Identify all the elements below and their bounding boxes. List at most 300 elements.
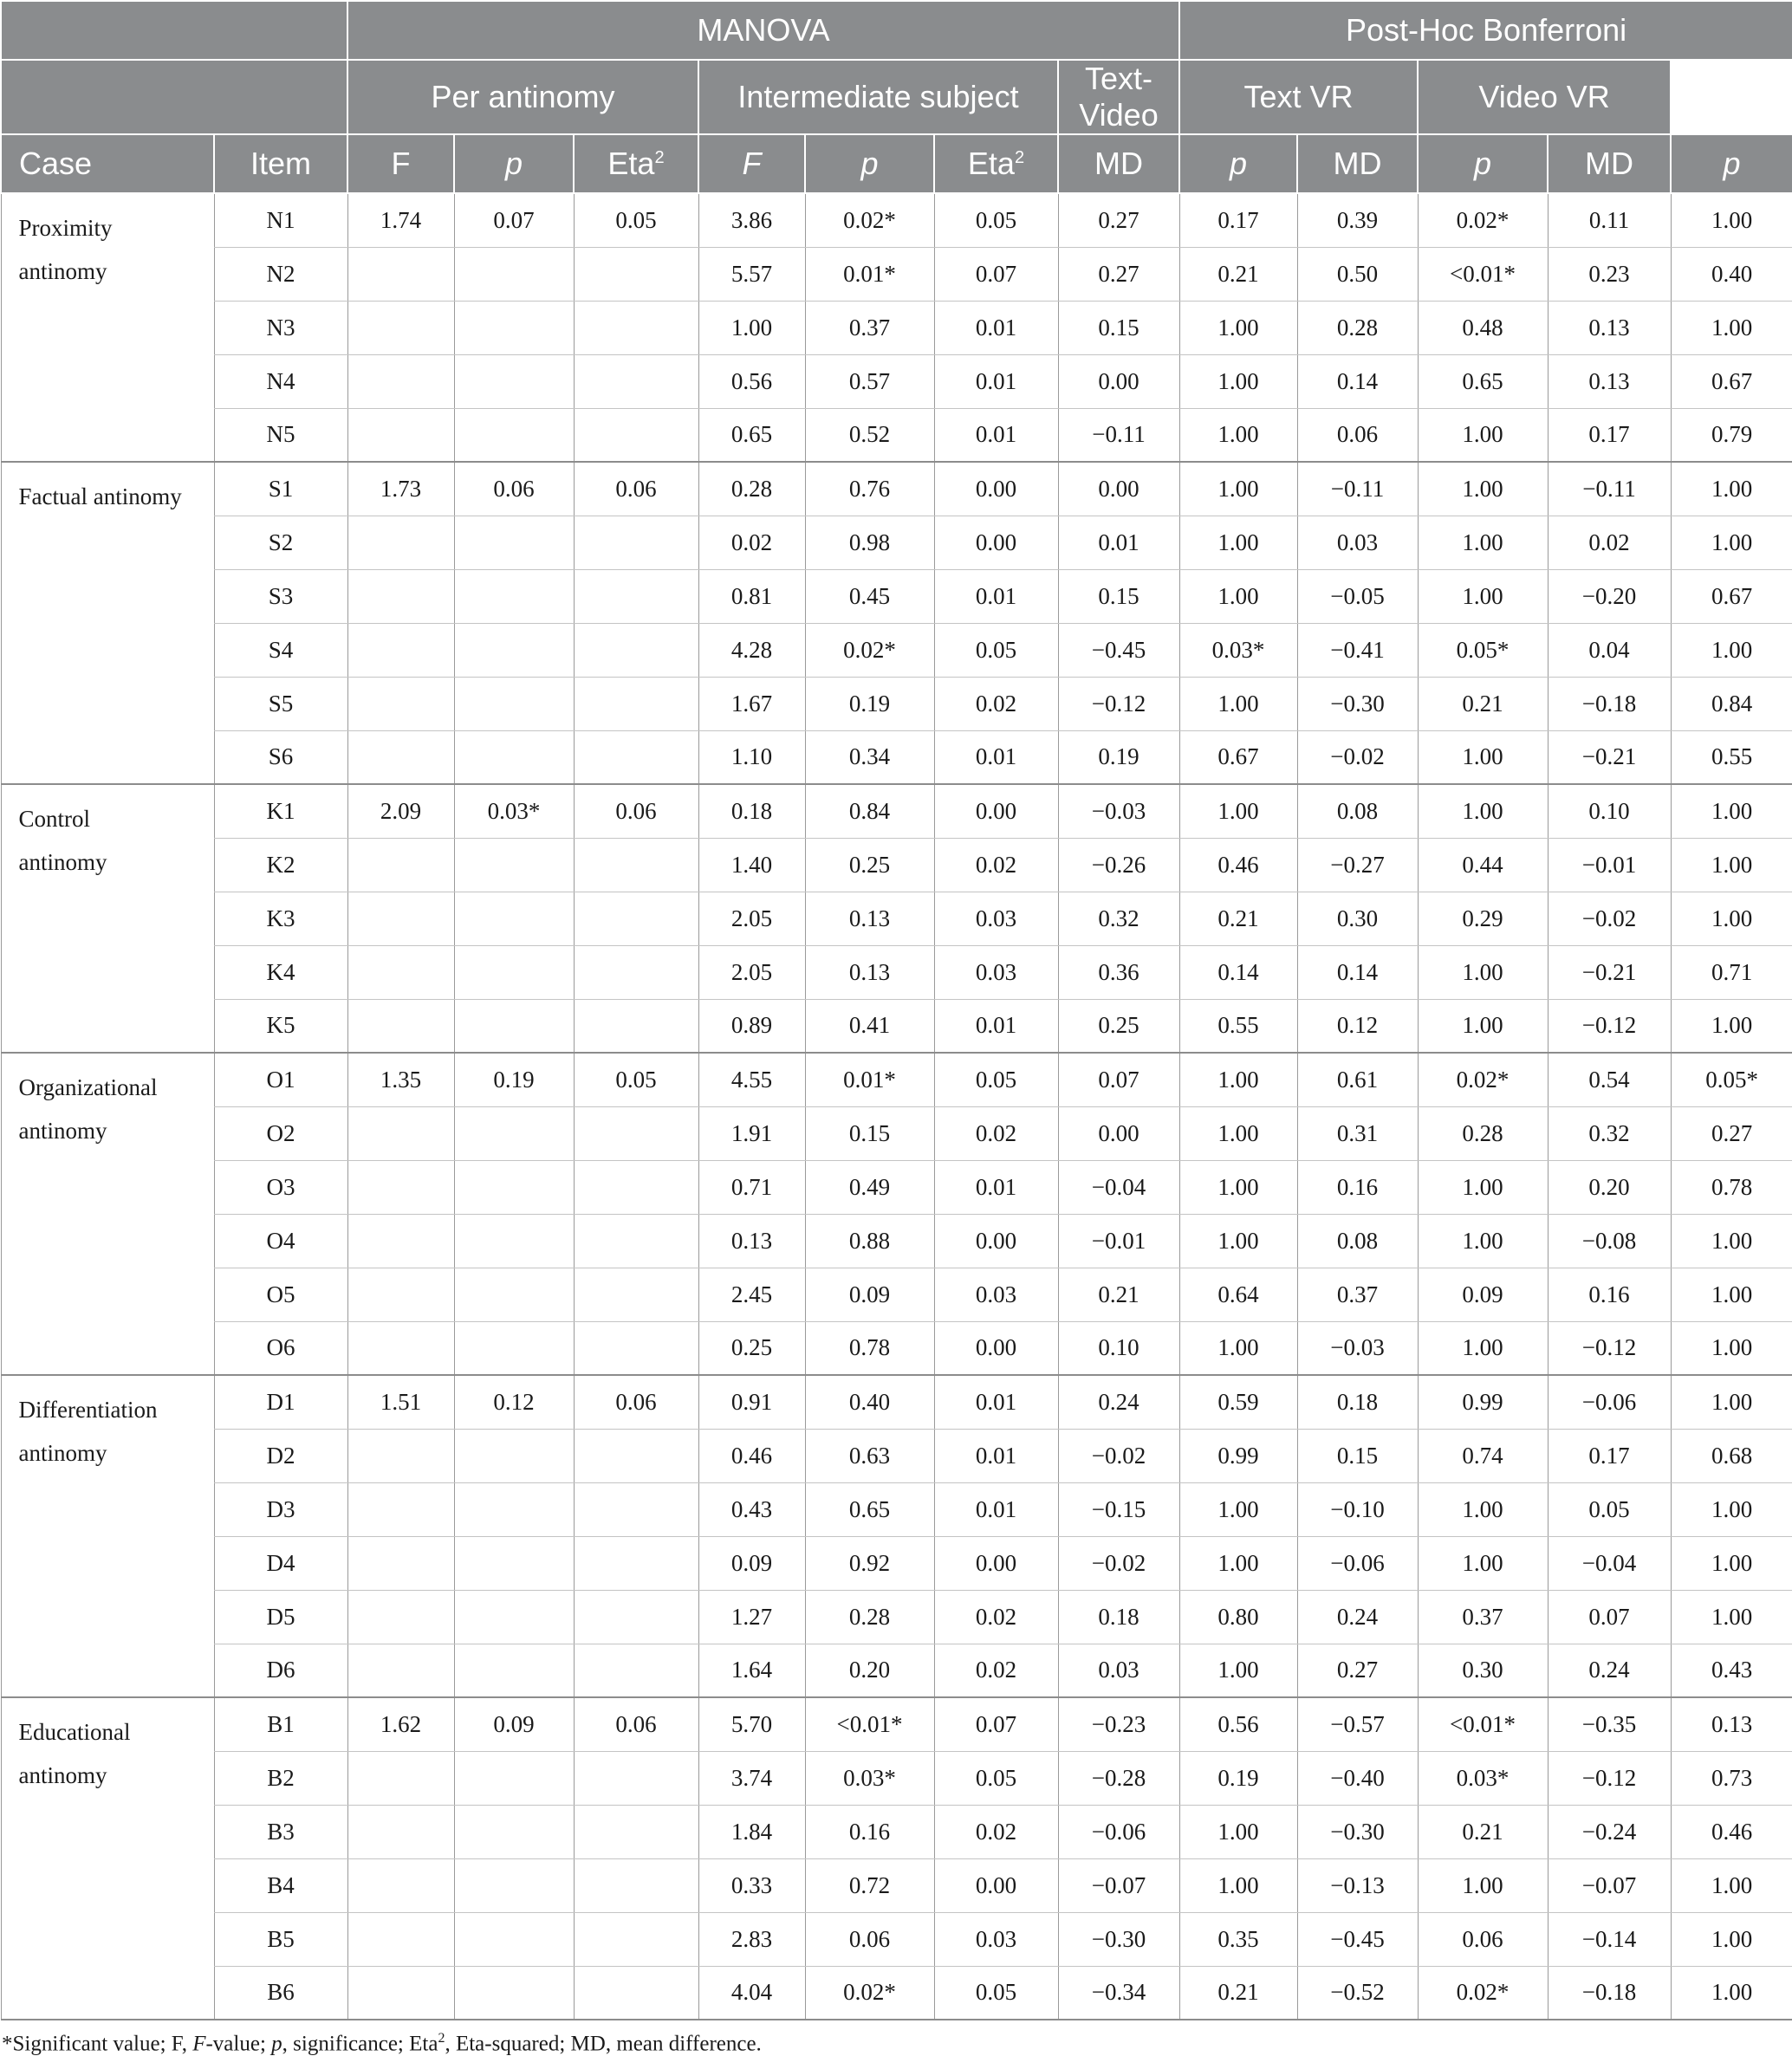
intermediate-f-cell: 3.86 (698, 193, 805, 247)
text-vr-p-cell: <0.01* (1418, 247, 1548, 301)
case-label-line: Organizational (18, 1074, 158, 1100)
video-vr-md-cell: −0.14 (1548, 1912, 1671, 1966)
intermediate-f-cell: 4.04 (698, 1966, 805, 2020)
per-antinomy-empty-cell (574, 569, 698, 623)
video-vr-p-cell: 1.00 (1671, 1912, 1792, 1966)
per-antinomy-empty-cell (574, 1482, 698, 1536)
intermediate-p-cell: 0.06 (805, 1912, 934, 1966)
text-vr-p-cell: 0.30 (1418, 1644, 1548, 1697)
intermediate-eta-cell: 0.00 (934, 1536, 1058, 1590)
item-cell: B3 (214, 1805, 347, 1858)
text-vr-p-cell: 0.06 (1418, 1912, 1548, 1966)
column-header-per-antinomy-p (454, 134, 574, 193)
per-antinomy-empty-cell (347, 892, 454, 945)
case-label-line: Factual antinomy (18, 483, 182, 509)
video-vr-p-cell: 1.00 (1671, 301, 1792, 354)
per-antinomy-p-cell: 0.03* (454, 784, 574, 838)
text-video-p-cell: 0.55 (1179, 999, 1297, 1053)
text-video-p-cell: 1.00 (1179, 516, 1297, 569)
per-antinomy-empty-cell (574, 1751, 698, 1805)
video-vr-p-cell: 1.00 (1671, 1214, 1792, 1268)
table-row (1, 1106, 1792, 1160)
text-vr-p-cell: 1.00 (1418, 1482, 1548, 1536)
intermediate-eta-cell: 0.00 (934, 1858, 1058, 1912)
text-video-p-cell: 0.67 (1179, 730, 1297, 784)
table-row (1, 1321, 1792, 1375)
intermediate-eta-cell: 0.05 (934, 1751, 1058, 1805)
intermediate-p-cell: 0.19 (805, 677, 934, 730)
item-cell: B5 (214, 1912, 347, 1966)
table-row (1, 1912, 1792, 1966)
table-row (1, 193, 1792, 247)
per-antinomy-eta-cell: 0.05 (574, 1053, 698, 1106)
text-vr-md-cell: 0.08 (1297, 784, 1418, 838)
intermediate-p-cell: 0.13 (805, 892, 934, 945)
table-row (1, 1966, 1792, 2020)
video-vr-p-cell: 0.67 (1671, 354, 1792, 408)
column-header-intermediate-p (805, 134, 934, 193)
item-cell: K3 (214, 892, 347, 945)
text-vr-p-cell: 1.00 (1418, 1536, 1548, 1590)
intermediate-eta-cell: 0.03 (934, 1912, 1058, 1966)
text-vr-md-cell: 0.03 (1297, 516, 1418, 569)
case-cell (1, 1053, 214, 1375)
column-header-video-vr-p (1671, 134, 1792, 193)
text-vr-md-cell: −0.11 (1297, 462, 1418, 516)
video-vr-md-cell: −0.07 (1548, 1858, 1671, 1912)
item-cell: K4 (214, 945, 347, 999)
intermediate-p-cell: 0.45 (805, 569, 934, 623)
per-antinomy-empty-cell (574, 1536, 698, 1590)
intermediate-f-cell: 4.28 (698, 623, 805, 677)
video-vr-p-cell: 0.71 (1671, 945, 1792, 999)
intermediate-eta-cell: 0.01 (934, 999, 1058, 1053)
video-vr-p-cell: 0.67 (1671, 569, 1792, 623)
per-antinomy-empty-cell (454, 1751, 574, 1805)
per-antinomy-empty-cell (574, 838, 698, 892)
intermediate-eta-cell: 0.03 (934, 1268, 1058, 1321)
video-vr-p-cell: 1.00 (1671, 784, 1792, 838)
intermediate-eta-cell: 0.07 (934, 247, 1058, 301)
text-vr-md-cell: 0.15 (1297, 1429, 1418, 1482)
per-antinomy-empty-cell (347, 1214, 454, 1268)
per-antinomy-eta-cell: 0.05 (574, 193, 698, 247)
per-antinomy-empty-cell (347, 408, 454, 462)
footnote-part-1: *Significant value; F, (2, 2032, 193, 2056)
intermediate-p-cell: 0.40 (805, 1375, 934, 1429)
item-cell: N5 (214, 408, 347, 462)
table-row (1, 677, 1792, 730)
text-vr-p-cell: 0.03* (1418, 1751, 1548, 1805)
case-cell (1, 462, 214, 784)
per-antinomy-empty-cell (347, 1268, 454, 1321)
item-cell: B4 (214, 1858, 347, 1912)
header-text-vr: Text VR (1179, 60, 1418, 134)
intermediate-p-cell: 0.01* (805, 247, 934, 301)
intermediate-eta-cell: 0.07 (934, 1697, 1058, 1751)
header-video-vr: Video VR (1418, 60, 1671, 134)
video-vr-md-cell: −0.35 (1548, 1697, 1671, 1751)
text-vr-md-cell: 0.31 (1297, 1106, 1418, 1160)
per-antinomy-empty-cell (347, 1160, 454, 1214)
per-antinomy-empty-cell (454, 247, 574, 301)
case-label-line: antinomy (18, 1118, 107, 1144)
intermediate-f-cell: 0.91 (698, 1375, 805, 1429)
text-video-p-cell: 0.19 (1179, 1751, 1297, 1805)
intermediate-eta-cell: 0.01 (934, 1482, 1058, 1536)
intermediate-p-cell: 0.01* (805, 1053, 934, 1106)
text-vr-md-cell: −0.52 (1297, 1966, 1418, 2020)
text-vr-md-cell: −0.45 (1297, 1912, 1418, 1966)
intermediate-p-cell: 0.28 (805, 1590, 934, 1644)
text-video-md-cell: −0.02 (1058, 1536, 1179, 1590)
per-antinomy-eta-cell: 0.06 (574, 784, 698, 838)
text-vr-md-cell: 0.18 (1297, 1375, 1418, 1429)
text-video-md-cell: 0.01 (1058, 516, 1179, 569)
per-antinomy-empty-cell (347, 1966, 454, 2020)
per-antinomy-empty-cell (347, 999, 454, 1053)
per-antinomy-empty-cell (347, 516, 454, 569)
item-cell: D2 (214, 1429, 347, 1482)
intermediate-p-cell: 0.37 (805, 301, 934, 354)
table-row (1, 623, 1792, 677)
video-vr-p-cell: 1.00 (1671, 838, 1792, 892)
intermediate-p-cell: 0.34 (805, 730, 934, 784)
text-video-p-cell: 0.99 (1179, 1429, 1297, 1482)
per-antinomy-empty-cell (574, 1644, 698, 1697)
intermediate-eta-cell: 0.02 (934, 1805, 1058, 1858)
table-row (1, 1697, 1792, 1751)
text-vr-md-cell: −0.30 (1297, 1805, 1418, 1858)
per-antinomy-empty-cell (347, 1590, 454, 1644)
column-header-text-video-p (1179, 134, 1297, 193)
f-symbol: F (742, 146, 762, 181)
header-blank-top (1, 1, 347, 60)
eta-label: Eta (967, 146, 1015, 181)
per-antinomy-empty-cell (347, 354, 454, 408)
video-vr-p-cell: 0.73 (1671, 1751, 1792, 1805)
text-vr-p-cell: 0.44 (1418, 838, 1548, 892)
intermediate-eta-cell: 0.03 (934, 892, 1058, 945)
per-antinomy-empty-cell (574, 730, 698, 784)
video-vr-p-cell: 1.00 (1671, 1966, 1792, 2020)
header-per-antinomy: Per antinomy (347, 60, 698, 134)
per-antinomy-empty-cell (574, 1858, 698, 1912)
text-vr-md-cell: −0.06 (1297, 1536, 1418, 1590)
video-vr-md-cell: −0.02 (1548, 892, 1671, 945)
text-vr-p-cell: 1.00 (1418, 569, 1548, 623)
item-cell: K1 (214, 784, 347, 838)
intermediate-eta-cell: 0.01 (934, 354, 1058, 408)
intermediate-f-cell: 0.89 (698, 999, 805, 1053)
video-vr-md-cell: 0.24 (1548, 1644, 1671, 1697)
video-vr-p-cell: 1.00 (1671, 892, 1792, 945)
intermediate-f-cell: 0.18 (698, 784, 805, 838)
per-antinomy-empty-cell (454, 1644, 574, 1697)
video-vr-p-cell: 1.00 (1671, 1268, 1792, 1321)
per-antinomy-empty-cell (454, 1429, 574, 1482)
intermediate-p-cell: 0.02* (805, 193, 934, 247)
text-vr-p-cell: 0.02* (1418, 1053, 1548, 1106)
text-video-md-cell: −0.12 (1058, 677, 1179, 730)
intermediate-eta-cell: 0.01 (934, 569, 1058, 623)
per-antinomy-f-cell: 1.51 (347, 1375, 454, 1429)
intermediate-f-cell: 2.45 (698, 1268, 805, 1321)
text-vr-md-cell: −0.03 (1297, 1321, 1418, 1375)
per-antinomy-empty-cell (347, 945, 454, 999)
intermediate-f-cell: 4.55 (698, 1053, 805, 1106)
intermediate-eta-cell: 0.01 (934, 301, 1058, 354)
intermediate-p-cell: 0.09 (805, 1268, 934, 1321)
video-vr-md-cell: 0.32 (1548, 1106, 1671, 1160)
intermediate-eta-cell: 0.05 (934, 1966, 1058, 2020)
text-video-p-cell: 1.00 (1179, 1858, 1297, 1912)
case-label-line: antinomy (18, 849, 107, 875)
per-antinomy-f-cell: 2.09 (347, 784, 454, 838)
per-antinomy-empty-cell (574, 1966, 698, 2020)
case-cell (1, 193, 214, 462)
eta-superscript: 2 (654, 148, 665, 167)
header-intermediate-subject: Intermediate subject (698, 60, 1058, 134)
text-vr-md-cell: 0.14 (1297, 945, 1418, 999)
text-video-md-cell: 0.32 (1058, 892, 1179, 945)
per-antinomy-empty-cell (454, 569, 574, 623)
text-video-md-cell: 0.07 (1058, 1053, 1179, 1106)
text-vr-md-cell: −0.40 (1297, 1751, 1418, 1805)
video-vr-md-cell: −0.20 (1548, 569, 1671, 623)
intermediate-eta-cell: 0.01 (934, 1429, 1058, 1482)
video-vr-md-cell: −0.18 (1548, 1966, 1671, 2020)
table-row (1, 247, 1792, 301)
video-vr-md-cell: 0.13 (1548, 354, 1671, 408)
text-vr-md-cell: 0.27 (1297, 1644, 1418, 1697)
intermediate-f-cell: 0.13 (698, 1214, 805, 1268)
intermediate-f-cell: 1.00 (698, 301, 805, 354)
per-antinomy-empty-cell (454, 1536, 574, 1590)
intermediate-p-cell: 0.65 (805, 1482, 934, 1536)
intermediate-p-cell: 0.49 (805, 1160, 934, 1214)
text-vr-p-cell: 1.00 (1418, 462, 1548, 516)
table-row (1, 1858, 1792, 1912)
text-vr-p-cell: 1.00 (1418, 945, 1548, 999)
text-video-p-cell: 0.59 (1179, 1375, 1297, 1429)
item-cell: S4 (214, 623, 347, 677)
intermediate-f-cell: 2.05 (698, 945, 805, 999)
intermediate-eta-cell: 0.01 (934, 730, 1058, 784)
text-video-md-cell: −0.45 (1058, 623, 1179, 677)
text-video-p-cell: 0.21 (1179, 1966, 1297, 2020)
per-antinomy-empty-cell (454, 1321, 574, 1375)
item-cell: D6 (214, 1644, 347, 1697)
table-footnote (0, 2020, 1792, 2056)
intermediate-f-cell: 0.43 (698, 1482, 805, 1536)
per-antinomy-empty-cell (574, 677, 698, 730)
item-cell: B6 (214, 1966, 347, 2020)
table-row (1, 569, 1792, 623)
column-header-text-video-md: MD (1058, 134, 1179, 193)
text-video-md-cell: −0.15 (1058, 1482, 1179, 1536)
intermediate-p-cell: 0.52 (805, 408, 934, 462)
video-vr-md-cell: −0.24 (1548, 1805, 1671, 1858)
intermediate-p-cell: 0.13 (805, 945, 934, 999)
intermediate-p-cell: 0.76 (805, 462, 934, 516)
table-row (1, 354, 1792, 408)
table-row (1, 784, 1792, 838)
header-row-top (1, 1, 1792, 60)
intermediate-p-cell: 0.02* (805, 623, 934, 677)
per-antinomy-empty-cell (574, 623, 698, 677)
per-antinomy-eta-cell: 0.06 (574, 462, 698, 516)
p-symbol: p (1723, 146, 1741, 181)
per-antinomy-empty-cell (574, 999, 698, 1053)
per-antinomy-empty-cell (347, 569, 454, 623)
p-symbol: p (860, 146, 879, 181)
text-vr-p-cell: 0.28 (1418, 1106, 1548, 1160)
text-vr-p-cell: 0.65 (1418, 354, 1548, 408)
per-antinomy-empty-cell (454, 623, 574, 677)
item-cell: S5 (214, 677, 347, 730)
text-vr-p-cell: 1.00 (1418, 1321, 1548, 1375)
per-antinomy-empty-cell (454, 1966, 574, 2020)
column-header-text-vr-p (1418, 134, 1548, 193)
intermediate-eta-cell: 0.02 (934, 838, 1058, 892)
intermediate-p-cell: 0.15 (805, 1106, 934, 1160)
text-video-p-cell: 1.00 (1179, 1536, 1297, 1590)
text-video-p-cell: 1.00 (1179, 301, 1297, 354)
table-row (1, 516, 1792, 569)
per-antinomy-empty-cell (454, 945, 574, 999)
intermediate-eta-cell: 0.03 (934, 945, 1058, 999)
text-vr-md-cell: 0.50 (1297, 247, 1418, 301)
video-vr-md-cell: 0.17 (1548, 408, 1671, 462)
intermediate-eta-cell: 0.00 (934, 1321, 1058, 1375)
text-video-md-cell: 0.36 (1058, 945, 1179, 999)
text-vr-md-cell: −0.41 (1297, 623, 1418, 677)
text-vr-p-cell: 0.21 (1418, 1805, 1548, 1858)
video-vr-p-cell: 0.05* (1671, 1053, 1792, 1106)
text-video-md-cell: 0.00 (1058, 354, 1179, 408)
intermediate-eta-cell: 0.05 (934, 623, 1058, 677)
text-vr-p-cell: 0.99 (1418, 1375, 1548, 1429)
text-video-md-cell: −0.34 (1058, 1966, 1179, 2020)
intermediate-eta-cell: 0.01 (934, 1375, 1058, 1429)
text-vr-p-cell: 1.00 (1418, 1160, 1548, 1214)
video-vr-p-cell: 1.00 (1671, 1482, 1792, 1536)
p-symbol: p (1230, 146, 1248, 181)
intermediate-f-cell: 1.10 (698, 730, 805, 784)
video-vr-md-cell: −0.01 (1548, 838, 1671, 892)
intermediate-eta-cell: 0.05 (934, 1053, 1058, 1106)
per-antinomy-empty-cell (574, 516, 698, 569)
per-antinomy-empty-cell (454, 892, 574, 945)
intermediate-eta-cell: 0.00 (934, 1214, 1058, 1268)
text-video-p-cell: 0.21 (1179, 247, 1297, 301)
table-row (1, 301, 1792, 354)
intermediate-p-cell: 0.02* (805, 1966, 934, 2020)
case-label-line: antinomy (18, 1762, 107, 1788)
text-video-p-cell: 0.17 (1179, 193, 1297, 247)
header-blank-middle (1, 60, 347, 134)
table-row (1, 1536, 1792, 1590)
intermediate-eta-cell: 0.02 (934, 1590, 1058, 1644)
video-vr-p-cell: 0.43 (1671, 1644, 1792, 1697)
per-antinomy-empty-cell (347, 730, 454, 784)
intermediate-f-cell: 0.28 (698, 462, 805, 516)
text-video-p-cell: 1.00 (1179, 569, 1297, 623)
intermediate-p-cell: 0.88 (805, 1214, 934, 1268)
intermediate-f-cell: 0.65 (698, 408, 805, 462)
text-video-p-cell: 0.46 (1179, 838, 1297, 892)
per-antinomy-empty-cell (347, 1858, 454, 1912)
per-antinomy-empty-cell (454, 1590, 574, 1644)
intermediate-p-cell: 0.84 (805, 784, 934, 838)
per-antinomy-p-cell: 0.07 (454, 193, 574, 247)
text-vr-p-cell: <0.01* (1418, 1697, 1548, 1751)
eta-label: Eta (607, 146, 655, 181)
video-vr-md-cell: 0.11 (1548, 193, 1671, 247)
per-antinomy-empty-cell (454, 1482, 574, 1536)
footnote-part-3: , significance; Eta (282, 2032, 438, 2056)
item-cell: O4 (214, 1214, 347, 1268)
per-antinomy-empty-cell (574, 892, 698, 945)
item-cell: D5 (214, 1590, 347, 1644)
table-row (1, 1375, 1792, 1429)
intermediate-p-cell: 0.92 (805, 1536, 934, 1590)
item-cell: N1 (214, 193, 347, 247)
text-video-md-cell: 0.27 (1058, 193, 1179, 247)
table-row (1, 408, 1792, 462)
text-video-md-cell: 0.15 (1058, 301, 1179, 354)
text-video-md-cell: −0.07 (1058, 1858, 1179, 1912)
text-video-md-cell: −0.28 (1058, 1751, 1179, 1805)
text-vr-p-cell: 1.00 (1418, 999, 1548, 1053)
text-vr-p-cell: 0.02* (1418, 193, 1548, 247)
table-row (1, 1214, 1792, 1268)
text-video-md-cell: −0.26 (1058, 838, 1179, 892)
text-video-md-cell: 0.25 (1058, 999, 1179, 1053)
video-vr-p-cell: 1.00 (1671, 193, 1792, 247)
video-vr-p-cell: 0.78 (1671, 1160, 1792, 1214)
text-video-md-cell: 0.19 (1058, 730, 1179, 784)
table-row (1, 1805, 1792, 1858)
intermediate-eta-cell: 0.00 (934, 784, 1058, 838)
table-row (1, 730, 1792, 784)
intermediate-eta-cell: 0.02 (934, 677, 1058, 730)
intermediate-p-cell: 0.63 (805, 1429, 934, 1482)
text-vr-md-cell: −0.13 (1297, 1858, 1418, 1912)
text-video-p-cell: 1.00 (1179, 677, 1297, 730)
text-vr-md-cell: 0.12 (1297, 999, 1418, 1053)
video-vr-p-cell: 1.00 (1671, 1590, 1792, 1644)
intermediate-f-cell: 0.02 (698, 516, 805, 569)
item-cell: D3 (214, 1482, 347, 1536)
text-vr-p-cell: 0.05* (1418, 623, 1548, 677)
footnote-part-2: -value; (205, 2032, 272, 2056)
text-vr-md-cell: 0.14 (1297, 354, 1418, 408)
video-vr-md-cell: −0.21 (1548, 730, 1671, 784)
text-video-md-cell: −0.02 (1058, 1429, 1179, 1482)
video-vr-md-cell: −0.06 (1548, 1375, 1671, 1429)
intermediate-f-cell: 0.71 (698, 1160, 805, 1214)
video-vr-md-cell: 0.02 (1548, 516, 1671, 569)
intermediate-f-cell: 0.09 (698, 1536, 805, 1590)
intermediate-f-cell: 0.46 (698, 1429, 805, 1482)
intermediate-f-cell: 5.57 (698, 247, 805, 301)
per-antinomy-empty-cell (347, 1805, 454, 1858)
per-antinomy-f-cell: 1.35 (347, 1053, 454, 1106)
column-header-item: Item (214, 134, 347, 193)
text-video-md-cell: 0.27 (1058, 247, 1179, 301)
